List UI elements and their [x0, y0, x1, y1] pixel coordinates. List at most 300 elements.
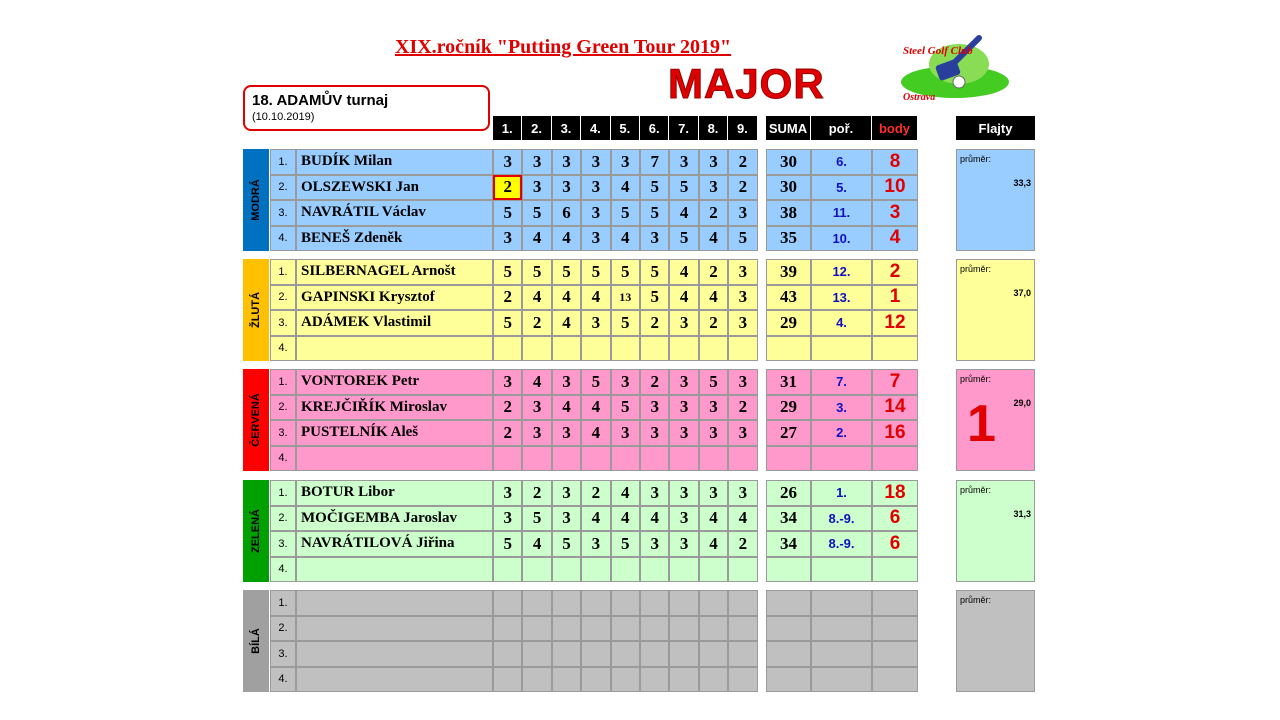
average-value: 31,3 [1013, 509, 1031, 519]
hole-score [640, 446, 669, 472]
points [872, 336, 918, 362]
points: 12 [872, 310, 918, 336]
hole-score [522, 590, 551, 616]
total-score [766, 590, 811, 616]
hole-score: 3 [640, 531, 669, 557]
hole-score: 4 [581, 395, 610, 421]
player-name: KREJČIŘÍK Miroslav [296, 395, 493, 421]
flight-box [956, 480, 1035, 582]
hole-score: 4 [669, 200, 698, 226]
row-number: 4. [270, 226, 296, 252]
total-score: 35 [766, 226, 811, 252]
hole-score: 5 [552, 531, 581, 557]
hole-score [522, 557, 551, 583]
hole-score: 3 [699, 420, 728, 446]
hole-score: 2 [640, 369, 669, 395]
hole-score: 5 [522, 200, 551, 226]
hole-score [493, 446, 522, 472]
hole-score: 3 [581, 531, 610, 557]
average-label: průměr: [960, 485, 992, 495]
hole-score [611, 590, 640, 616]
hole-score: 3 [611, 420, 640, 446]
hole-score: 5 [493, 259, 522, 285]
placement: 13. [811, 285, 872, 311]
hole-score: 3 [728, 480, 757, 506]
hole-score [552, 446, 581, 472]
total-score [766, 336, 811, 362]
hole-score: 2 [699, 310, 728, 336]
average-label: průměr: [960, 154, 992, 164]
steel-golf-club-logo [893, 34, 1013, 104]
hole-score: 3 [669, 531, 698, 557]
hole-score: 3 [728, 420, 757, 446]
hole-score: 3 [493, 506, 522, 532]
row-number: 4. [270, 667, 296, 693]
hole-header: 9. [728, 116, 756, 140]
placement: 12. [811, 259, 872, 285]
hole-score [669, 667, 698, 693]
hole-score [640, 557, 669, 583]
hole-score: 5 [552, 259, 581, 285]
row-number: 2. [270, 175, 296, 201]
hole-score [669, 641, 698, 667]
hole-score: 3 [669, 506, 698, 532]
hole-score: 4 [611, 480, 640, 506]
hole-score: 5 [728, 226, 757, 252]
hole-header: 6. [640, 116, 668, 140]
hole-score: 5 [581, 369, 610, 395]
flights-header: Flajty [956, 116, 1035, 140]
total-score: 38 [766, 200, 811, 226]
player-name: BOTUR Libor [296, 480, 493, 506]
hole-score: 2 [728, 149, 757, 175]
hole-score: 3 [581, 175, 610, 201]
hole-score: 2 [493, 285, 522, 311]
player-name [296, 557, 493, 583]
hole-score: 4 [699, 226, 728, 252]
hole-score [699, 557, 728, 583]
hole-score [552, 667, 581, 693]
hole-score [640, 336, 669, 362]
points: 4 [872, 226, 918, 252]
hole-score: 6 [552, 200, 581, 226]
hole-score: 3 [493, 480, 522, 506]
total-score: 29 [766, 310, 811, 336]
row-number: 4. [270, 557, 296, 583]
hole-score: 3 [669, 480, 698, 506]
player-name: OLSZEWSKI Jan [296, 175, 493, 201]
hole-score [669, 616, 698, 642]
hole-score: 3 [669, 395, 698, 421]
hole-score: 4 [522, 285, 551, 311]
flight-box [956, 259, 1035, 361]
hole-score: 4 [522, 369, 551, 395]
event-name: 18. ADAMŮV turnaj [252, 92, 389, 109]
points-header: body [872, 116, 917, 140]
hole-score [581, 336, 610, 362]
hole-score [699, 336, 728, 362]
hole-score: 4 [581, 285, 610, 311]
hole-score: 3 [493, 369, 522, 395]
placement [811, 590, 872, 616]
hole-score [728, 557, 757, 583]
hole-score: 3 [552, 506, 581, 532]
placement: 10. [811, 226, 872, 252]
hole-score: 5 [493, 200, 522, 226]
hole-score: 5 [493, 310, 522, 336]
row-number: 3. [270, 420, 296, 446]
hole-score: 5 [699, 369, 728, 395]
hole-score: 4 [552, 226, 581, 252]
points [872, 590, 918, 616]
hole-score: 3 [699, 395, 728, 421]
hole-score: 2 [493, 395, 522, 421]
hole-score [728, 616, 757, 642]
placement: 4. [811, 310, 872, 336]
player-name: NAVRÁTILOVÁ Jiřina [296, 531, 493, 557]
hole-score: 4 [611, 506, 640, 532]
hole-score [522, 446, 551, 472]
points: 2 [872, 259, 918, 285]
row-number: 1. [270, 259, 296, 285]
player-name [296, 641, 493, 667]
hole-score: 3 [493, 149, 522, 175]
player-name: BENEŠ Zdeněk [296, 226, 493, 252]
placement: 3. [811, 395, 872, 421]
points [872, 641, 918, 667]
hole-score: 4 [552, 395, 581, 421]
hole-score [493, 616, 522, 642]
points: 1 [872, 285, 918, 311]
hole-score: 4 [699, 506, 728, 532]
hole-score: 4 [728, 506, 757, 532]
hole-score: 3 [581, 226, 610, 252]
hole-score: 4 [522, 226, 551, 252]
hole-score: 4 [581, 506, 610, 532]
player-name [296, 336, 493, 362]
hole-score: 3 [522, 395, 551, 421]
player-name: ADÁMEK Vlastimil [296, 310, 493, 336]
total-score: 39 [766, 259, 811, 285]
hole-score [611, 336, 640, 362]
group-name: ČERVENÁ [250, 393, 262, 447]
player-name: GAPINSKI Krysztof [296, 285, 493, 311]
points: 7 [872, 369, 918, 395]
total-score [766, 616, 811, 642]
group-band [243, 259, 269, 361]
group-band [243, 480, 269, 582]
flight-winner-number: 1 [967, 395, 996, 453]
place-header: poř. [811, 116, 871, 140]
hole-score: 3 [640, 420, 669, 446]
points [872, 557, 918, 583]
hole-score: 4 [699, 531, 728, 557]
hole-score [611, 446, 640, 472]
hole-score [581, 590, 610, 616]
hole-score [493, 667, 522, 693]
logo-bottom-text: Ostrava [903, 92, 936, 103]
hole-score: 4 [699, 285, 728, 311]
hole-score: 5 [611, 531, 640, 557]
points: 18 [872, 480, 918, 506]
hole-score [728, 641, 757, 667]
group-name: BÍLÁ [249, 628, 262, 654]
points: 6 [872, 506, 918, 532]
placement: 8.-9. [811, 531, 872, 557]
logo-top-text: Steel Golf Club [903, 45, 973, 57]
hole-score: 2 [728, 395, 757, 421]
hole-score [728, 446, 757, 472]
hole-score [493, 336, 522, 362]
placement: 7. [811, 369, 872, 395]
hole-header: 8. [699, 116, 727, 140]
hole-score [552, 616, 581, 642]
hole-score [611, 641, 640, 667]
placement [811, 667, 872, 693]
hole-score: 5 [640, 200, 669, 226]
hole-score [493, 641, 522, 667]
placement: 6. [811, 149, 872, 175]
player-name [296, 590, 493, 616]
group-band [243, 590, 269, 692]
hole-score: 4 [611, 175, 640, 201]
hole-score [699, 616, 728, 642]
hole-score: 5 [669, 226, 698, 252]
flight-box [956, 149, 1035, 251]
hole-score: 4 [522, 531, 551, 557]
group-band [243, 149, 269, 251]
points: 16 [872, 420, 918, 446]
hole-score: 3 [581, 310, 610, 336]
hole-header: 1. [493, 116, 521, 140]
total-score [766, 446, 811, 472]
hole-score: 3 [728, 310, 757, 336]
hole-score: 4 [669, 285, 698, 311]
average-value: 29,0 [1013, 398, 1031, 408]
hole-score [728, 336, 757, 362]
total-score [766, 557, 811, 583]
row-number: 1. [270, 480, 296, 506]
placement [811, 616, 872, 642]
hole-score: 3 [581, 149, 610, 175]
hole-score: 3 [699, 149, 728, 175]
row-number: 3. [270, 641, 296, 667]
placement: 2. [811, 420, 872, 446]
hole-score: 4 [581, 420, 610, 446]
hole-score: 3 [640, 395, 669, 421]
hole-score: 3 [552, 149, 581, 175]
hole-score [522, 336, 551, 362]
hole-score [699, 641, 728, 667]
player-name: PUSTELNÍK Aleš [296, 420, 493, 446]
points [872, 667, 918, 693]
hole-score: 3 [728, 259, 757, 285]
hole-score: 3 [552, 175, 581, 201]
row-number: 1. [270, 149, 296, 175]
group-name: ŽLUTÁ [250, 291, 263, 329]
hole-score: 2 [728, 175, 757, 201]
total-score: 26 [766, 480, 811, 506]
hole-score [581, 557, 610, 583]
hole-score [699, 667, 728, 693]
row-number: 2. [270, 395, 296, 421]
hole-score [552, 641, 581, 667]
hole-score: 2 [699, 259, 728, 285]
hole-score: 3 [699, 480, 728, 506]
major-label: MAJOR [668, 60, 825, 107]
event-box [243, 85, 490, 131]
hole-score: 3 [728, 369, 757, 395]
hole-score [581, 616, 610, 642]
hole-score: 5 [611, 200, 640, 226]
hole-score: 4 [552, 310, 581, 336]
hole-header: 2. [522, 116, 550, 140]
placement [811, 641, 872, 667]
hole-score [669, 446, 698, 472]
hole-score: 2 [522, 480, 551, 506]
hole-score [699, 590, 728, 616]
tour-title: XIX.ročník "Putting Green Tour 2019" [395, 36, 732, 58]
hole-score: 3 [611, 369, 640, 395]
hole-score [522, 667, 551, 693]
points: 6 [872, 531, 918, 557]
hole-score: 5 [611, 310, 640, 336]
flight-box [956, 590, 1035, 692]
hole-score: 7 [640, 149, 669, 175]
total-score: 27 [766, 420, 811, 446]
player-name: BUDÍK Milan [296, 149, 493, 175]
hole-score: 5 [640, 175, 669, 201]
hole-score [699, 446, 728, 472]
hole-score: 4 [611, 226, 640, 252]
average-label: průměr: [960, 264, 992, 274]
total-score: 34 [766, 531, 811, 557]
hole-score [611, 667, 640, 693]
points [872, 616, 918, 642]
hole-score [669, 590, 698, 616]
row-number: 1. [270, 369, 296, 395]
hole-score [581, 641, 610, 667]
hole-score [522, 616, 551, 642]
row-number: 3. [270, 531, 296, 557]
event-date: (10.10.2019) [252, 111, 315, 123]
row-number: 3. [270, 200, 296, 226]
hole-score [581, 446, 610, 472]
hole-score [552, 336, 581, 362]
row-number: 3. [270, 310, 296, 336]
hole-score: 3 [581, 200, 610, 226]
hole-score: 3 [669, 420, 698, 446]
hole-score [581, 667, 610, 693]
hole-score: 3 [552, 480, 581, 506]
hole-score [669, 557, 698, 583]
hole-score [493, 557, 522, 583]
hole-score: 5 [640, 285, 669, 311]
hole-score [728, 590, 757, 616]
hole-score: 5 [611, 395, 640, 421]
row-number: 4. [270, 446, 296, 472]
hole-score: 5 [581, 259, 610, 285]
hole-score: 5 [669, 175, 698, 201]
hole-score [728, 667, 757, 693]
row-number: 2. [270, 506, 296, 532]
total-score: 43 [766, 285, 811, 311]
placement: 8.-9. [811, 506, 872, 532]
hole-score [640, 616, 669, 642]
total-score [766, 641, 811, 667]
points: 3 [872, 200, 918, 226]
row-number: 2. [270, 285, 296, 311]
hole-score: 3 [640, 480, 669, 506]
hole-score: 2 [728, 531, 757, 557]
total-score [766, 667, 811, 693]
flight-box [956, 369, 1035, 471]
hole-score: 3 [522, 175, 551, 201]
hole-score [611, 557, 640, 583]
hole-score: 5 [522, 259, 551, 285]
hole-score: 3 [728, 285, 757, 311]
player-name [296, 616, 493, 642]
hole-score: 3 [669, 369, 698, 395]
average-value: 37,0 [1013, 288, 1031, 298]
hole-header: 4. [581, 116, 609, 140]
hole-score: 3 [552, 420, 581, 446]
total-score: 29 [766, 395, 811, 421]
hole-score: 2 [493, 175, 522, 201]
placement: 5. [811, 175, 872, 201]
player-name [296, 667, 493, 693]
placement: 11. [811, 200, 872, 226]
player-name: MOČIGEMBA Jaroslav [296, 506, 493, 532]
player-name [296, 446, 493, 472]
placement: 1. [811, 480, 872, 506]
hole-header: 5. [611, 116, 639, 140]
hole-score: 3 [552, 369, 581, 395]
row-number: 2. [270, 616, 296, 642]
hole-score: 5 [611, 259, 640, 285]
points: 10 [872, 175, 918, 201]
placement [811, 557, 872, 583]
hole-score [640, 667, 669, 693]
player-name: NAVRÁTIL Václav [296, 200, 493, 226]
total-score: 34 [766, 506, 811, 532]
average-value: 33,3 [1013, 178, 1031, 188]
average-label: průměr: [960, 595, 992, 605]
placement [811, 446, 872, 472]
hole-score [669, 336, 698, 362]
points [872, 446, 918, 472]
hole-score: 3 [669, 149, 698, 175]
hole-score: 3 [669, 310, 698, 336]
hole-score: 2 [522, 310, 551, 336]
hole-score: 4 [640, 506, 669, 532]
hole-score: 3 [493, 226, 522, 252]
points: 14 [872, 395, 918, 421]
total-score: 30 [766, 149, 811, 175]
hole-score [522, 641, 551, 667]
hole-score: 2 [493, 420, 522, 446]
hole-score [552, 590, 581, 616]
hole-score: 2 [581, 480, 610, 506]
hole-score [493, 590, 522, 616]
hole-score [640, 641, 669, 667]
hole-score: 5 [522, 506, 551, 532]
hole-header: 7. [669, 116, 697, 140]
suma-header: SUMA [766, 116, 810, 140]
total-score: 30 [766, 175, 811, 201]
hole-score: 3 [699, 175, 728, 201]
hole-score [640, 590, 669, 616]
